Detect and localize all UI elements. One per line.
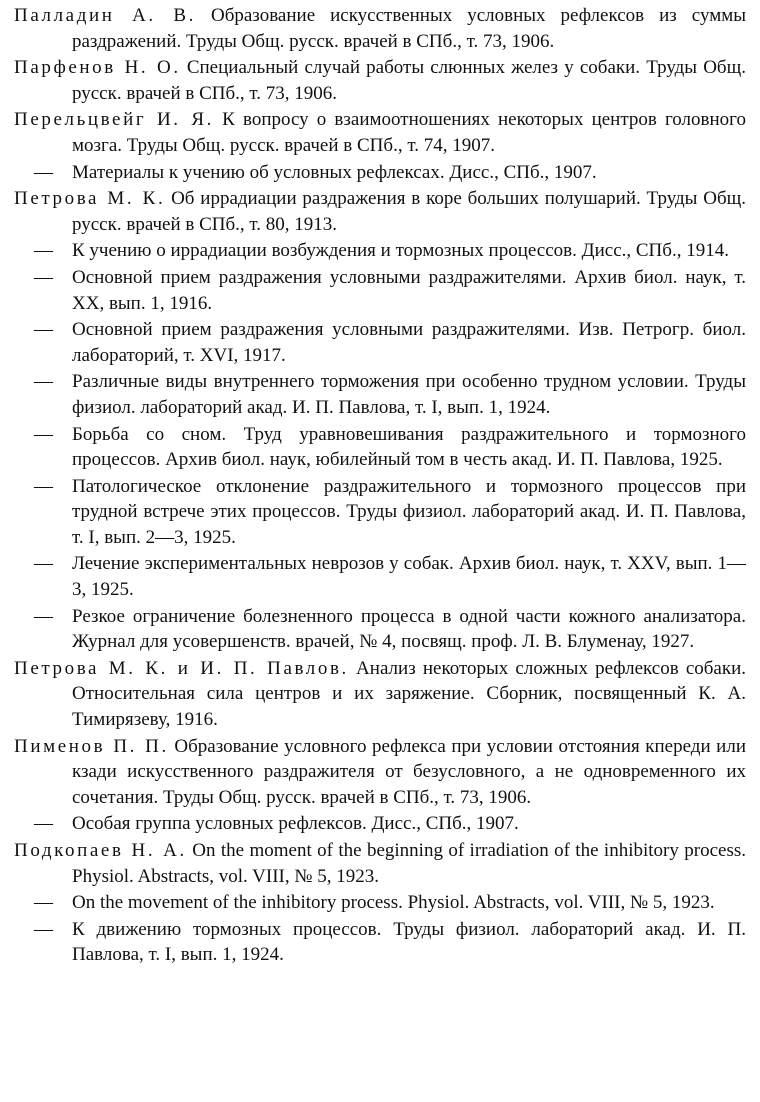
entry-text: On the moment of the beginning of irradiation of the inhibitory process. Physiol. Abstracts, vol. VIII, № 5, 1923.	[72, 840, 746, 887]
ditto-dash: —	[34, 240, 53, 262]
ditto-dash: —	[34, 475, 53, 497]
ditto-dash: —	[34, 266, 53, 288]
entry-text: Специальный случай работы слюнных желез у собаки. Труды Общ. русск. врачей в СПб., т. 73, 1906.	[72, 57, 746, 104]
bibliography-entry	[14, 160, 746, 186]
entry-author: Петрова М. К. и И. П. Павлов.	[14, 657, 349, 679]
entry-text: Основной прием раздражения условными раздражителями. Изв. Петрогр. биол. лабораторий, т. XVI, 1917.	[72, 319, 746, 366]
ditto-dash: —	[34, 813, 53, 835]
bibliography-entry	[14, 474, 746, 551]
bibliography-entry	[14, 917, 746, 968]
entry-text: Образование искусственных условных рефлексов из суммы раздражений. Труды Общ. русск. врачей в СПб., т. 73, 1906.	[72, 5, 746, 52]
entry-text: Анализ некоторых сложных рефлексов собаки. Относительная сила центров и их заряжение. Сборник, посвященный К. А. Тимирязеву, 1916.	[72, 657, 747, 731]
entry-author: Пименов П. П.	[14, 735, 169, 757]
bibliography-entry	[14, 811, 746, 837]
bibliography-entry	[14, 3, 746, 54]
bibliography-entry	[14, 656, 746, 733]
bibliography-entry	[14, 317, 746, 368]
entry-text: Различные виды внутреннего торможения при особенно трудном условии. Труды физиол. лабораторий акад. И. П. Павлова, т. I, вып. 1, 1924.	[72, 371, 746, 418]
entry-author: Подкопаев Н. А.	[14, 840, 187, 861]
bibliography-entry	[14, 55, 746, 106]
bibliography-entry	[14, 107, 746, 158]
entry-text: К учению о иррадиации возбуждения и тормозных процессов. Дисс., СПб., 1914.	[72, 240, 729, 262]
entry-text: On the movement of the inhibitory process. Physiol. Abstracts, vol. VIII, № 5, 1923.	[72, 892, 715, 914]
ditto-dash: —	[34, 605, 53, 627]
ditto-dash: —	[34, 371, 53, 393]
entry-text: Особая группа условных рефлексов. Дисс., СПб., 1907.	[72, 813, 519, 835]
entry-text: Борьба со сном. Труд уравновешивания раздражительного и тормозного процессов. Архив биол. наук, юбилейный том в честь акад. И. П. Павлова, 1925.	[72, 423, 746, 471]
bibliography-entry	[14, 238, 746, 264]
bibliography-entry	[14, 734, 746, 811]
entry-text: Основной прием раздражения условными раздражителями. Архив биол. наук, т. XX, вып. 1, 1916.	[72, 266, 746, 314]
entry-author: Перельцвейг И. Я.	[14, 109, 215, 131]
ditto-dash: —	[34, 161, 53, 183]
entry-author: Палладин А. В.	[14, 5, 196, 26]
entry-text: Об иррадиации раздражения в коре больших полушарий. Труды Общ. русск. врачей в СПб., т. 80, 1913.	[72, 188, 746, 235]
ditto-dash: —	[34, 892, 53, 914]
entry-author: Петрова М. К.	[14, 188, 166, 210]
bibliography-entry	[14, 422, 746, 473]
bibliography-entry	[14, 369, 746, 420]
bibliography-entry	[14, 838, 746, 889]
entry-text: Материалы к учению об условных рефлексах. Дисс., СПб., 1907.	[72, 161, 597, 183]
entry-text: К вопросу о взаимоотношениях некоторых центров головного мозга. Труды Общ. русск. врачей в СПб., т. 74, 1907.	[72, 109, 746, 156]
ditto-dash: —	[34, 553, 53, 575]
entry-text: Резкое ограничение болезненного процесса в одной части кожного анализатора. Журнал для усовершенств. врачей, № 4, посвящ. проф. Л. В. Блуменау, 1927.	[72, 605, 746, 653]
ditto-dash: —	[34, 423, 53, 445]
bibliography-entry	[14, 604, 746, 655]
entry-text: Патологическое отклонение раздражительного и тормозного процессов при трудной встрече этих процессов. Труды физиол. лабораторий акад. И. П. Павлова, т. I, вып. 2—3, 1925.	[72, 475, 746, 548]
ditto-dash: —	[34, 319, 53, 341]
entry-text: Лечение экспериментальных неврозов у собак. Архив биол. наук, т. XXV, вып. 1—3, 1925.	[72, 553, 746, 601]
ditto-dash: —	[34, 918, 53, 940]
entry-author: Парфенов Н. О.	[14, 57, 181, 79]
entry-text: Образование условного рефлекса при условии отстояния кпереди или кзади искусственного раздражителя от безусловного, а не одновременного их сочетания. Труды Общ. русск. врачей в СПб., т. 73, 1906.	[72, 735, 747, 808]
bibliography-entry	[14, 890, 746, 916]
bibliography-entry	[14, 186, 746, 237]
bibliography-entry	[14, 265, 746, 316]
entry-text: К движению тормозных процессов. Труды физиол. лабораторий акад. И. П. Павлова, т. I, вып. 1, 1924.	[72, 918, 746, 966]
bibliography-entry	[14, 551, 746, 602]
